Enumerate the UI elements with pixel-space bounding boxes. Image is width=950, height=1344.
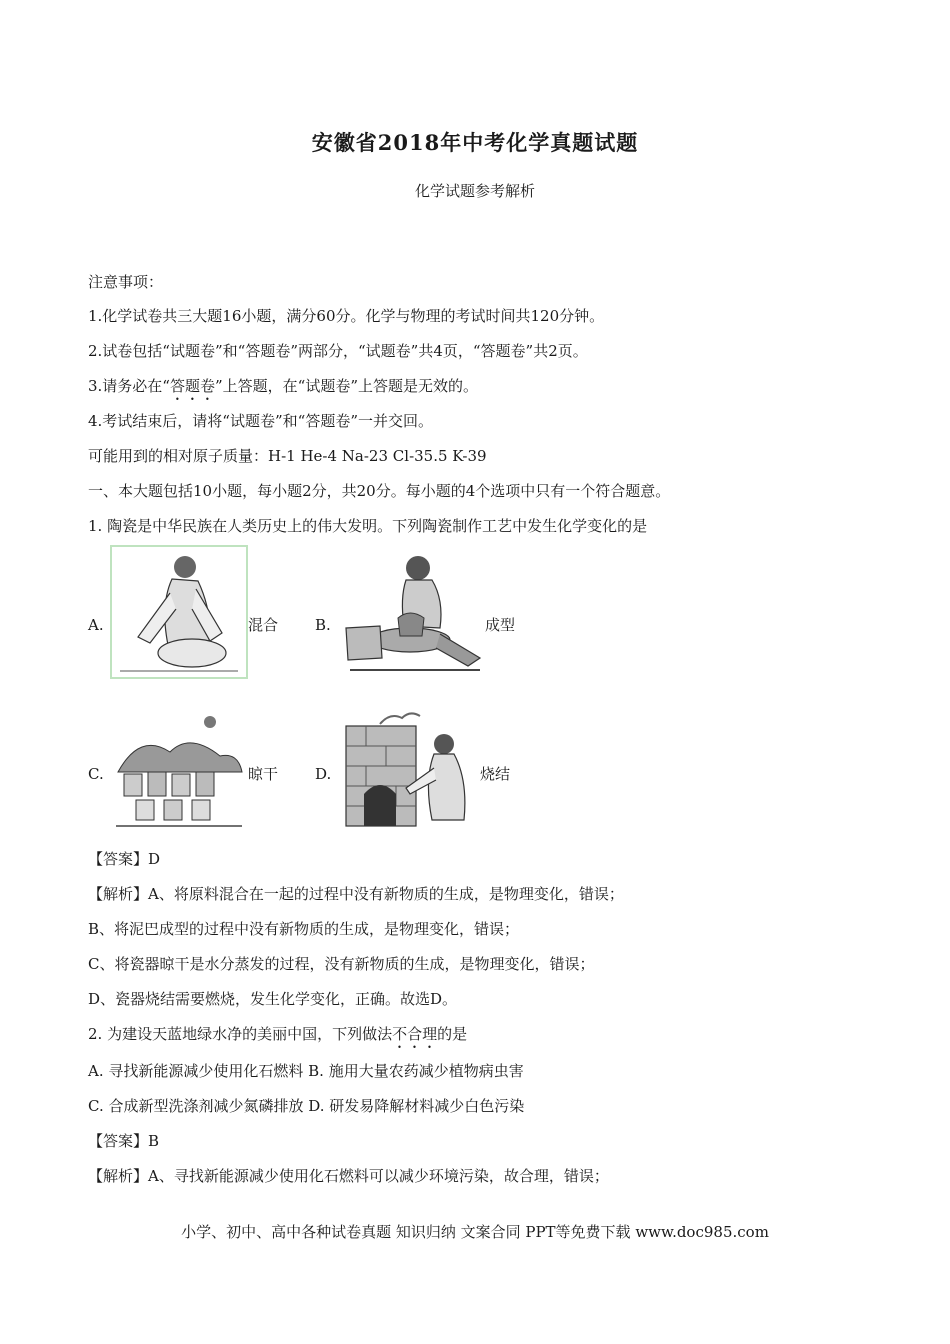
emphasis-answer-sheet: 答题卷 <box>169 377 215 395</box>
option-d-letter: D. <box>315 765 332 783</box>
option-a-label: 混合 <box>248 616 279 634</box>
analysis-tag: 【解析】 <box>88 1167 149 1185</box>
note-item-4: 4.考试结束后，请将“试题卷”和“答题卷”一并交回。 <box>88 412 433 430</box>
option-a-letter: A. <box>88 616 104 634</box>
note-item-3: 3.请务必在“答题卷”上答题，在“试题卷”上答题是无效的。 <box>88 377 479 395</box>
sintering-illustration <box>340 710 480 834</box>
question-2-answer: 【答案】B <box>88 1132 160 1150</box>
question-2-options-row-2: C. 合成新型洗涤剂减少氮磷排放 D. 研发易降解材料减少白色污染 <box>88 1097 525 1115</box>
question-2-options-row-1: A. 寻找新能源减少使用化石燃料 B. 施用大量农药减少植物病虫害 <box>88 1062 524 1080</box>
notes-heading: 注意事项： <box>88 273 164 291</box>
analysis-tag: 【解析】 <box>88 885 149 903</box>
mixing-illustration <box>110 545 248 679</box>
question-1-answer: 【答案】D <box>88 850 161 868</box>
note-item-1: 1.化学试卷共三大题16小题，满分60分。化学与物理的考试时间共120分钟。 <box>88 307 605 325</box>
question-1-analysis-c: C、将瓷器晾干是水分蒸发的过程，没有新物质的生成，是物理变化，错误； <box>88 955 595 973</box>
question-2-analysis-a: 【解析】A、寻找新能源减少使用化石燃料可以减少环境污染，故合理，错误； <box>88 1167 609 1185</box>
question-1-analysis-d: D、瓷器烧结需要燃烧，发生化学变化，正确。故选D。 <box>88 990 458 1008</box>
atomic-mass-line: 可能用到的相对原子质量：H-1 He-4 Na-23 Cl-35.5 K-39 <box>88 447 487 465</box>
document-title: 安徽省2018年中考化学真题试题 <box>311 130 639 155</box>
emphasis-unreasonable: 不合理 <box>392 1025 438 1043</box>
question-1-analysis-b: B、将泥巴成型的过程中没有新物质的生成，是物理变化，错误； <box>88 920 520 938</box>
question-1-analysis-a: 【解析】A、将原料混合在一起的过程中没有新物质的生成，是物理变化，错误； <box>88 885 624 903</box>
question-2-stem: 2. 为建设天蓝地绿水净的美丽中国，下列做法不合理的是 <box>88 1025 468 1043</box>
question-1-stem: 1. 陶瓷是中华民族在人类历史上的伟大发明。下列陶瓷制作工艺中发生化学变化的是 <box>88 517 648 535</box>
shaping-illustration <box>340 548 485 678</box>
option-c-label: 晾干 <box>248 765 279 783</box>
section-1-intro: 一、本大题包括10小题，每小题2分，共20分。每小题的4个选项中只有一个符合题意。 <box>88 482 671 500</box>
document-subtitle: 化学试题参考解析 <box>414 182 535 200</box>
option-b-label: 成型 <box>485 616 516 634</box>
option-c-letter: C. <box>88 765 104 783</box>
drying-illustration <box>110 712 248 832</box>
note-item-2: 2.试卷包括“试题卷”和“答题卷”两部分，“试题卷”共4页，“答题卷”共2页。 <box>88 342 588 360</box>
option-b-letter: B. <box>315 616 331 634</box>
page-footer: 小学、初中、高中各种试卷真题 知识归纳 文案合同 PPT等免费下载 www.doc985.com <box>181 1223 769 1241</box>
option-d-label: 烧结 <box>480 765 511 783</box>
